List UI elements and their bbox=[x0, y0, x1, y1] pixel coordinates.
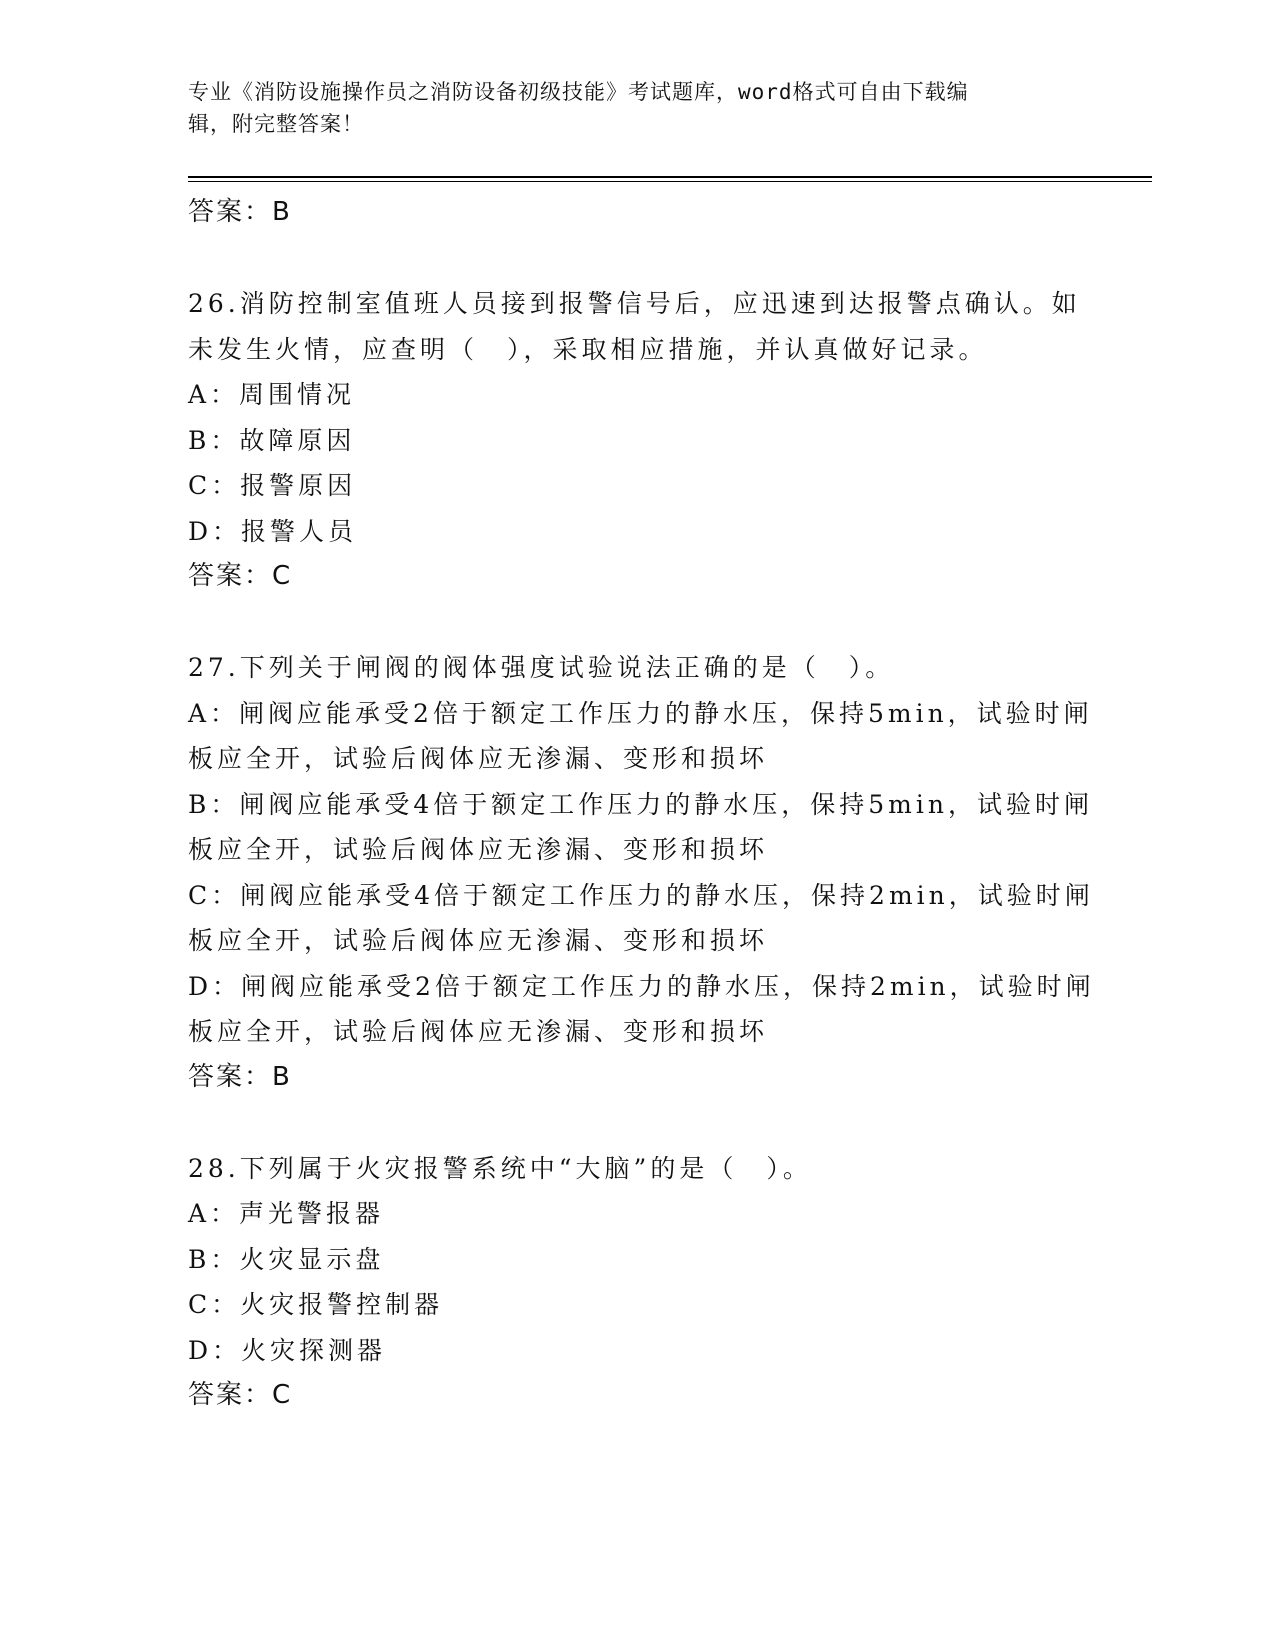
question-stem-continued: 未发生火情，应查明（ ），采取相应措施，并认真做好记录。 bbox=[188, 334, 988, 364]
spacer bbox=[188, 1100, 1088, 1146]
question-list bbox=[188, 190, 1095, 1419]
previous-answer: 答案：B bbox=[188, 197, 292, 227]
header-line-1: 专业《消防设施操作员之消防设备初级技能》考试题库，word格式可自由下载编 bbox=[188, 80, 969, 104]
question-26 bbox=[188, 281, 1088, 600]
option-d: D：火灾探测器 bbox=[188, 1335, 387, 1365]
header-line-2: 辑，附完整答案！ bbox=[188, 112, 364, 136]
option-a-continued: 板应全开，试验后阀体应无渗漏、变形和损坏 bbox=[188, 744, 769, 773]
option-d: D：闸阀应能承受2倍于额定工作压力的静水压，保持2min，试验时闸 bbox=[188, 971, 1095, 1001]
option-d-continued: 板应全开，试验后阀体应无渗漏、变形和损坏 bbox=[188, 1017, 769, 1046]
option-b-continued: 板应全开，试验后阀体应无渗漏、变形和损坏 bbox=[188, 835, 769, 864]
spacer bbox=[188, 236, 1088, 282]
option-c-continued: 板应全开，试验后阀体应无渗漏、变形和损坏 bbox=[188, 926, 769, 955]
question-28 bbox=[188, 1146, 1088, 1419]
option-a: A：周围情况 bbox=[188, 380, 356, 409]
header-divider-thick bbox=[188, 176, 1152, 178]
option-a: A：声光警报器 bbox=[188, 1199, 385, 1228]
option-d: D：报警人员 bbox=[188, 516, 358, 546]
option-b: B：故障原因 bbox=[188, 425, 356, 455]
question-answer: 答案：C bbox=[188, 561, 293, 591]
spacer bbox=[188, 600, 1088, 646]
option-c: C：报警原因 bbox=[188, 471, 357, 500]
option-c: C：火灾报警控制器 bbox=[188, 1290, 444, 1319]
question-stem: 28.下列属于火灾报警系统中“大脑”的是（ ）。 bbox=[188, 1153, 812, 1183]
question-stem: 27.下列关于闸阀的阀体强度试验说法正确的是（ ）。 bbox=[188, 653, 895, 682]
document-header bbox=[188, 76, 1068, 140]
question-answer: 答案：B bbox=[188, 1061, 292, 1092]
header-divider-thin bbox=[188, 181, 1152, 182]
option-b: B：火灾显示盘 bbox=[188, 1244, 385, 1274]
question-stem: 26.消防控制室值班人员接到报警信号后，应迅速到达报警点确认。如 bbox=[188, 289, 1081, 318]
question-answer: 答案：C bbox=[188, 1380, 293, 1410]
option-c: C：闸阀应能承受4倍于额定工作压力的静水压，保持2min，试验时闸 bbox=[188, 880, 1094, 910]
option-a: A：闸阀应能承受2倍于额定工作压力的静水压，保持5min，试验时闸 bbox=[188, 698, 1093, 728]
option-b: B：闸阀应能承受4倍于额定工作压力的静水压，保持5min，试验时闸 bbox=[188, 789, 1093, 819]
question-27 bbox=[188, 645, 1095, 1100]
